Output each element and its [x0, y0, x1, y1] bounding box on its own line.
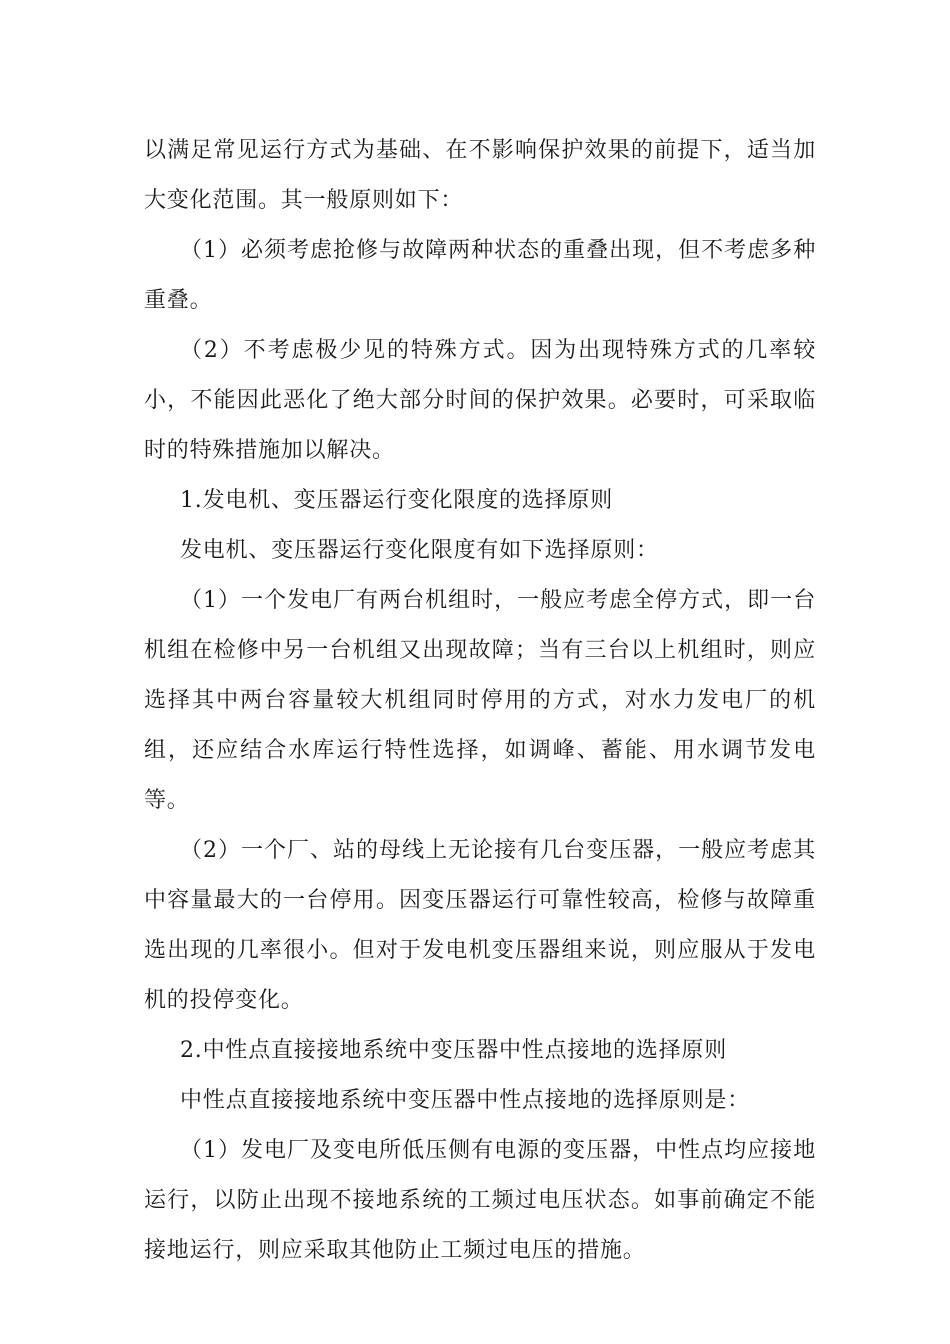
paragraph-item-2: （2）不考虑极少见的特殊方式。因为出现特殊方式的几率较小，不能因此恶化了绝大部分时间的保护效果。必要时，可采取临时的特殊措施加以解决。 — [144, 338, 816, 463]
paragraph-section-2-item-1: （1）发电厂及变电所低压侧有电源的变压器，中性点均应接地运行，以防止出现不接地系统的工频过电压状态。如事前确定不能接地运行，则应采取其他防止工频过电压的措施。 — [144, 1138, 816, 1263]
paragraph-section-1-item-2: （2）一个厂、站的母线上无论接有几台变压器，一般应考虑其中容量最大的一台停用。因变压器运行可靠性较高，检修与故障重选出现的几率很小。但对于发电机变压器组来说，则应服从于发电机的投停变化。 — [144, 838, 816, 1013]
paragraph-item-1: （1）必须考虑抢修与故障两种状态的重叠出现，但不考虑多种重叠。 — [144, 238, 816, 313]
section-heading-1: 1.发电机、变压器运行变化限度的选择原则 — [180, 488, 613, 513]
paragraph-section-1-intro: 发电机、变压器运行变化限度有如下选择原则： — [180, 538, 659, 563]
body-text — [144, 126, 816, 1276]
paragraph-intro: 以满足常见运行方式为基础、在不影响保护效果的前提下，适当加大变化范围。其一般原则如下： — [144, 138, 816, 213]
section-heading-2: 2.中性点直接接地系统中变压器中性点接地的选择原则 — [180, 1038, 727, 1063]
paragraph-section-2-intro: 中性点直接接地系统中变压器中性点接地的选择原则是： — [180, 1088, 751, 1113]
paragraph-section-1-item-1: （1）一个发电厂有两台机组时，一般应考虑全停方式，即一台机组在检修中另一台机组又出现故障；当有三台以上机组时，则应选择其中两台容量较大机组同时停用的方式，对水力发电厂的机组，还应结合水库运行特性选择，如调峰、蓄能、用水调节发电等。 — [144, 588, 816, 813]
